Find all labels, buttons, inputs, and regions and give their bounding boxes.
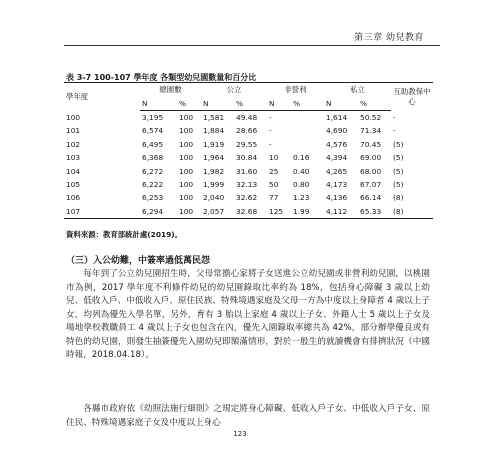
table-cell: (5)	[393, 153, 404, 163]
school-count-table	[64, 82, 433, 219]
table-cell: 65.33	[358, 205, 391, 219]
table-cell: 1,964	[203, 153, 225, 163]
year-cell: 102	[66, 139, 81, 149]
table-cell: 71.34	[360, 126, 382, 136]
table-cell: 100	[179, 166, 194, 176]
table-cell: -	[393, 112, 396, 122]
table-row	[64, 205, 433, 219]
table-cell: 4,690	[326, 126, 348, 136]
table-cell: 30.84	[236, 153, 258, 163]
table-cell: 66.14	[360, 193, 382, 203]
table-cell: 29.55	[236, 139, 258, 149]
table-cell: 4,136	[326, 193, 348, 203]
year-cell: 107	[64, 205, 140, 219]
group-header-mutual: 互助教保中心	[391, 83, 433, 111]
table-caption: 表 3-7 100-107 學年度 各類型幼兒園數量和百分比	[66, 73, 257, 82]
table-cell: 2,040	[203, 193, 225, 203]
year-cell: 100	[66, 112, 81, 122]
table-cell: -	[269, 112, 272, 122]
table-row	[64, 110, 433, 124]
table-cell: 100	[179, 193, 194, 203]
table-cell: 25	[269, 166, 279, 176]
table-cell	[291, 124, 324, 137]
table-cell: 1,614	[326, 112, 348, 122]
table-cell: 0.40	[293, 166, 310, 176]
table-cell: 1,919	[203, 139, 225, 149]
table-cell: 100	[179, 112, 194, 122]
year-cell: 105	[66, 179, 81, 189]
running-head: 第三章 幼兒教育	[354, 33, 424, 43]
table-cell: 32.68	[234, 205, 267, 219]
table-cell: 6,574	[142, 126, 164, 136]
group-header-public: 公立	[201, 83, 267, 97]
table-cell: (5)	[393, 139, 404, 149]
year-cell: 104	[66, 166, 81, 176]
table-cell: 100	[179, 153, 194, 163]
table-cell: 6,368	[142, 153, 164, 163]
table-cell: 100	[177, 205, 201, 219]
year-cell: 101	[66, 126, 81, 136]
table-cell: 1.23	[293, 193, 310, 203]
table-cell: 31.60	[236, 166, 258, 176]
table-cell: 1,999	[203, 179, 225, 189]
table-cell: 125	[267, 205, 291, 219]
table-cell: 0.80	[293, 179, 310, 189]
subheader-pct: %	[291, 96, 324, 110]
table-cell: 1,982	[203, 166, 225, 176]
subheader-n: N	[201, 96, 234, 110]
subheader-pct: %	[358, 96, 391, 110]
page-number: 123	[233, 430, 247, 438]
table-cell: 4,265	[326, 166, 348, 176]
header-rule	[64, 45, 440, 46]
year-cell: 103	[66, 153, 81, 163]
subheader-n: N	[324, 96, 358, 110]
table-cell: 50	[269, 179, 279, 189]
table-cell: 0.16	[293, 153, 310, 163]
table-cell: 69.00	[360, 153, 382, 163]
group-header-total: 總園數	[140, 83, 201, 97]
table-cell: 49.48	[236, 112, 258, 122]
body-paragraph: 每年到了公立幼兒園招生時，父母常擔心家將子女送進公立幼兒園或非營利幼兒園，以桃園市為例，2017 學年度不利條件幼兒的幼兒園錄取比率約為 18%，包括身心障礙 3 歲以上幼兒、低收入戶、中低收入戶、原住民族、特殊境遇家庭及父母一方為中度以上身障者 4 歲以上子女，均列為優先入學名單，另外，育有 3 胎以上家庭 4 歲以上子女、外籍人士 5 歲以上子女及場地學校教職員工 4 歲以上子女也包含在內，優先入園錄取率總共為 42%，部分辦學優良或有特色的幼兒園，則發生抽簽優先入園幼兒即額滿情形，對於一般生的就讀機會有排擠狀況（中國時報，2018.04.18）。	[66, 269, 430, 360]
body-paragraph: 各縣市政府依《幼照法施行細則》之規定將身心障礙、低收入戶子女、中低收入戶子女、原住民、特殊境遇家庭子女及中度以上身心	[66, 404, 430, 428]
section-heading: （三）入公幼難，中簽率過低萬民怨	[66, 256, 211, 266]
table-cell: 100	[179, 179, 194, 189]
table-row	[64, 138, 433, 151]
table-source: 資料來源：教育部統計處(2019)。	[66, 230, 183, 239]
table-row	[64, 124, 433, 137]
table-cell: 2,057	[201, 205, 234, 219]
table-cell: -	[393, 126, 396, 136]
table-row	[64, 151, 433, 164]
table-cell: (5)	[393, 179, 404, 189]
table-cell: 6,272	[142, 166, 164, 176]
table-cell: 6,495	[142, 139, 164, 149]
table-cell: 100	[179, 126, 194, 136]
table-cell: 1,581	[203, 112, 225, 122]
table-cell: 3,195	[142, 112, 164, 122]
table-cell: 4,173	[326, 179, 348, 189]
table-cell: (5)	[393, 166, 404, 176]
subheader-pct: %	[177, 96, 201, 110]
table-cell: 68.00	[360, 166, 382, 176]
subheader-pct: %	[234, 96, 267, 110]
table-cell: 70.45	[360, 139, 382, 149]
table-row	[64, 191, 433, 204]
subheader-n: N	[140, 96, 177, 110]
table-cell: 1,884	[203, 126, 225, 136]
table-row	[64, 178, 433, 191]
table-cell: 67.07	[360, 179, 382, 189]
subheader-n: N	[267, 96, 291, 110]
year-header: 學年度	[64, 83, 140, 111]
table-cell: 6,222	[142, 179, 164, 189]
table-cell: 6,253	[142, 193, 164, 203]
table-row	[64, 164, 433, 177]
group-header-private: 私立	[324, 83, 391, 97]
table-cell: 4,394	[326, 153, 348, 163]
table-cell: (8)	[391, 205, 433, 219]
table-cell: 32.13	[236, 179, 258, 189]
table-cell: 4,576	[326, 139, 348, 149]
group-header-nonprofit: 非營利	[267, 83, 324, 97]
table-cell: 100	[179, 139, 194, 149]
table-cell: 28.66	[236, 126, 258, 136]
table-cell: 6,294	[140, 205, 177, 219]
table-cell	[291, 110, 324, 124]
table-cell: -	[269, 126, 272, 136]
table-cell: 1.99	[291, 205, 324, 219]
table-cell	[291, 138, 324, 151]
table-cell: -	[269, 139, 272, 149]
table-cell: 10	[269, 153, 279, 163]
table-cell: 50.52	[360, 112, 382, 122]
table-cell: 4,112	[324, 205, 358, 219]
table-cell: 77	[269, 193, 279, 203]
year-cell: 106	[66, 193, 81, 203]
table-cell: 32.62	[236, 193, 258, 203]
table-cell: (8)	[393, 193, 404, 203]
